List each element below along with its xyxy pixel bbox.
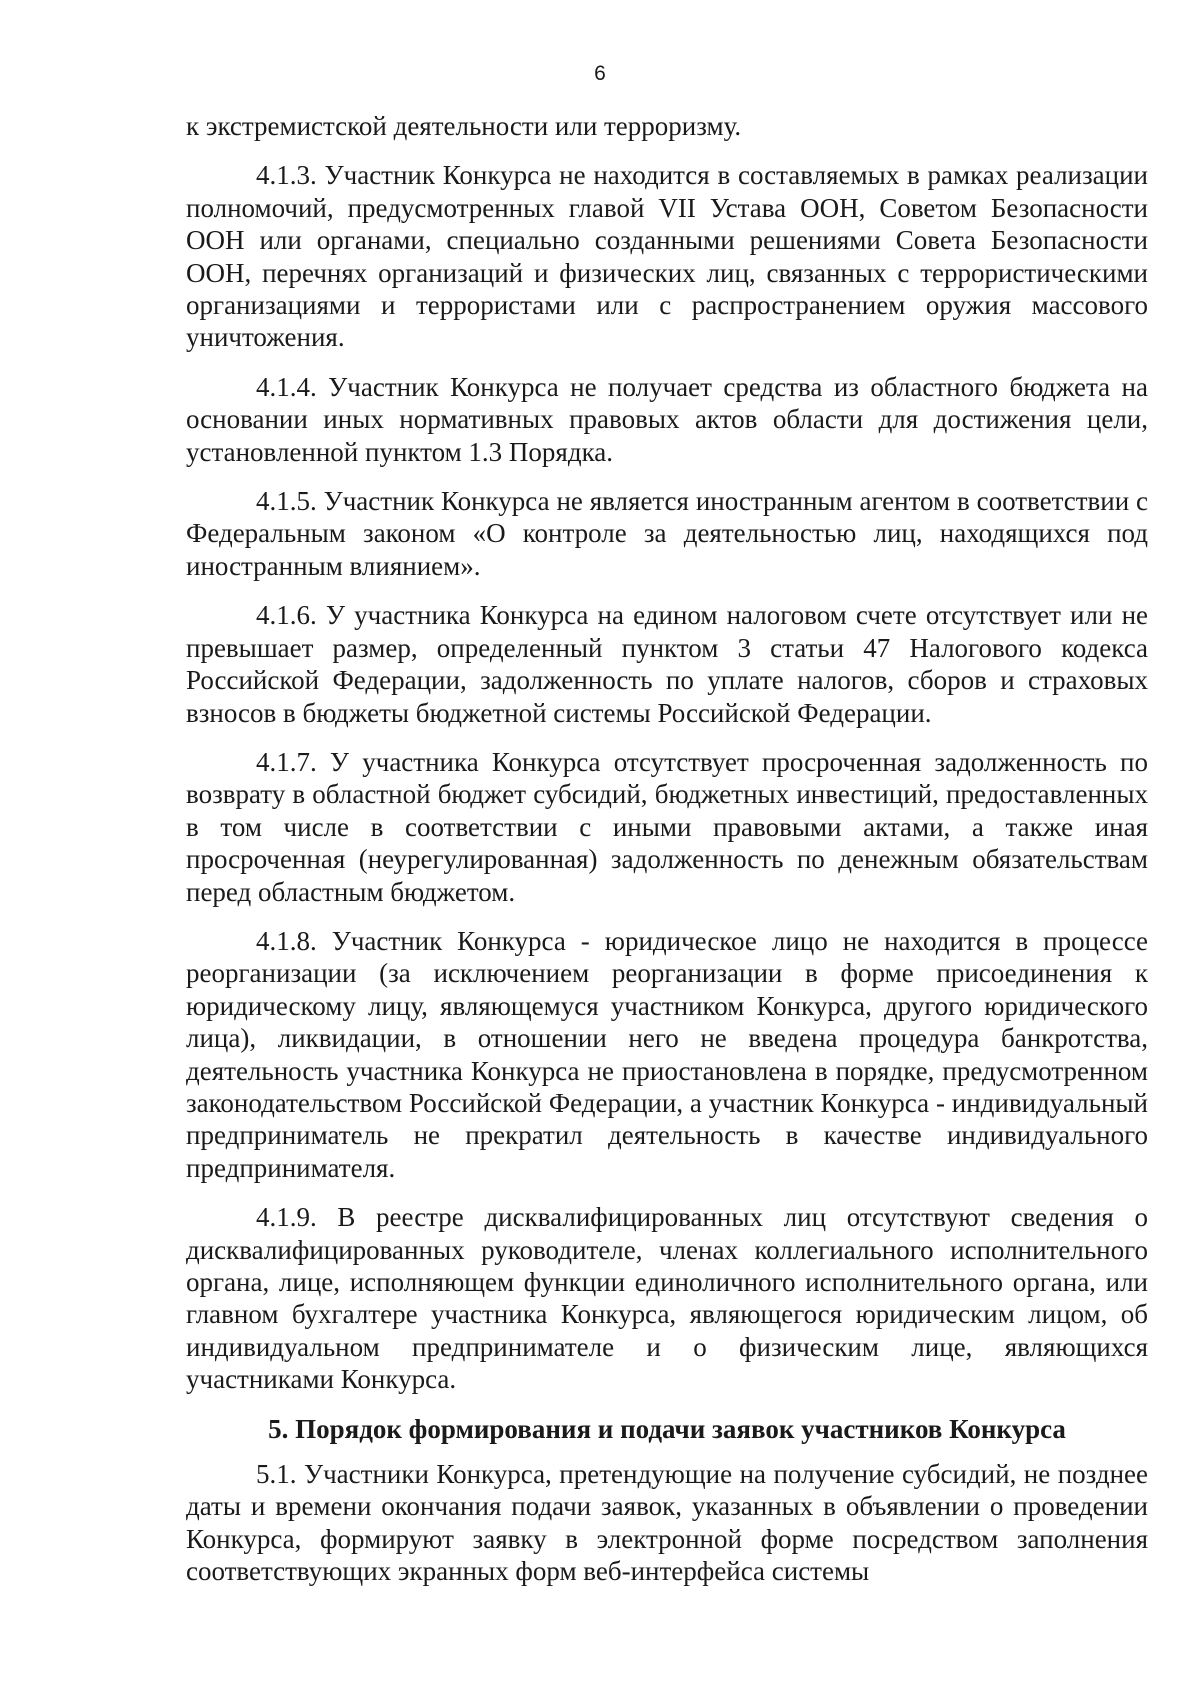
- section-heading: 5. Порядок формирования и подачи заявок участников Конкурса: [268, 1413, 1066, 1444]
- paragraph-4-1-7: 4.1.7. У участника Конкурса отсутствует просроченная задолженность по возврату в областной бюджет субсидий, бюджетных инвестиций, предоставленных в том числе в соответствии с иными правовыми актами, а также иная просроченная (неурегулированная) задолженность по денежным обязательствам перед областным бюджетом.: [186, 746, 1148, 907]
- paragraph-4-1-9: 4.1.9. В реестре дисквалифицированных лиц отсутствуют сведения о дисквалифицированных руководителе, членах коллегиального исполнительного органа, лице, исполняющем функции единоличного исполнительного органа, или главном бухгалтере участника Конкурса, являющегося юридическим лицом, об индивидуальном предпринимателе и о физическим лице, являющихся участниками Конкурса.: [186, 1202, 1148, 1395]
- paragraph-4-1-4: 4.1.4. Участник Конкурса не получает средства из областного бюджета на основании иных нормативных правовых актов области для достижения цели, установленной пунктом 1.3 Порядка.: [186, 371, 1148, 467]
- paragraph-4-1-6: 4.1.6. У участника Конкурса на едином налоговом счете отсутствует или не превышает размер, определенный пунктом 3 статьи 47 Налогового кодекса Российской Федерации, задолженность по уплате налогов, сборов и страховых взносов в бюджеты бюджетной системы Российской Федерации.: [186, 600, 1148, 728]
- paragraph-4-1-3: 4.1.3. Участник Конкурса не находится в составляемых в рамках реализации полномочий, предусмотренных главой VII Устава ООН, Советом Безопасности ООН или органами, специально созданными решениями Совета Безопасности ООН, перечнях организаций и физических лиц, связанных с террористическими организациями и террористами или с распространением оружия массового уничтожения.: [186, 160, 1148, 353]
- paragraph-5-1: 5.1. Участники Конкурса, претендующие на получение субсидий, не позднее даты и времени окончания подачи заявок, указанных в объявлении о проведении Конкурса, формируют заявку в электронной форме посредством заполнения соответствующих экранных форм веб-интерфейса системы: [186, 1459, 1148, 1587]
- paragraph-4-1-8: 4.1.8. Участник Конкурса - юридическое лицо не находится в процессе реорганизации (за исключением реорганизации в форме присоединения к юридическому лицу, являющемуся участником Конкурса, другого юридического лица), ликвидации, в отношении него не введена процедура банкротства, деятельность участника Конкурса не приостановлена в порядке, предусмотренном законодательством Российской Федерации, а участник Конкурса - индивидуальный предприниматель не прекратил деятельность в качестве индивидуального предпринимателя.: [186, 925, 1148, 1183]
- paragraph-4-1-5: 4.1.5. Участник Конкурса не является иностранным агентом в соответствии с Федеральным законом «О контроле за деятельностью лиц, находящихся под иностранным влиянием».: [186, 486, 1148, 581]
- page-number: 6: [594, 62, 606, 85]
- paragraph-continuation: к экстремистской деятельности или терроризму.: [186, 111, 742, 141]
- document-body: [186, 110, 1148, 1605]
